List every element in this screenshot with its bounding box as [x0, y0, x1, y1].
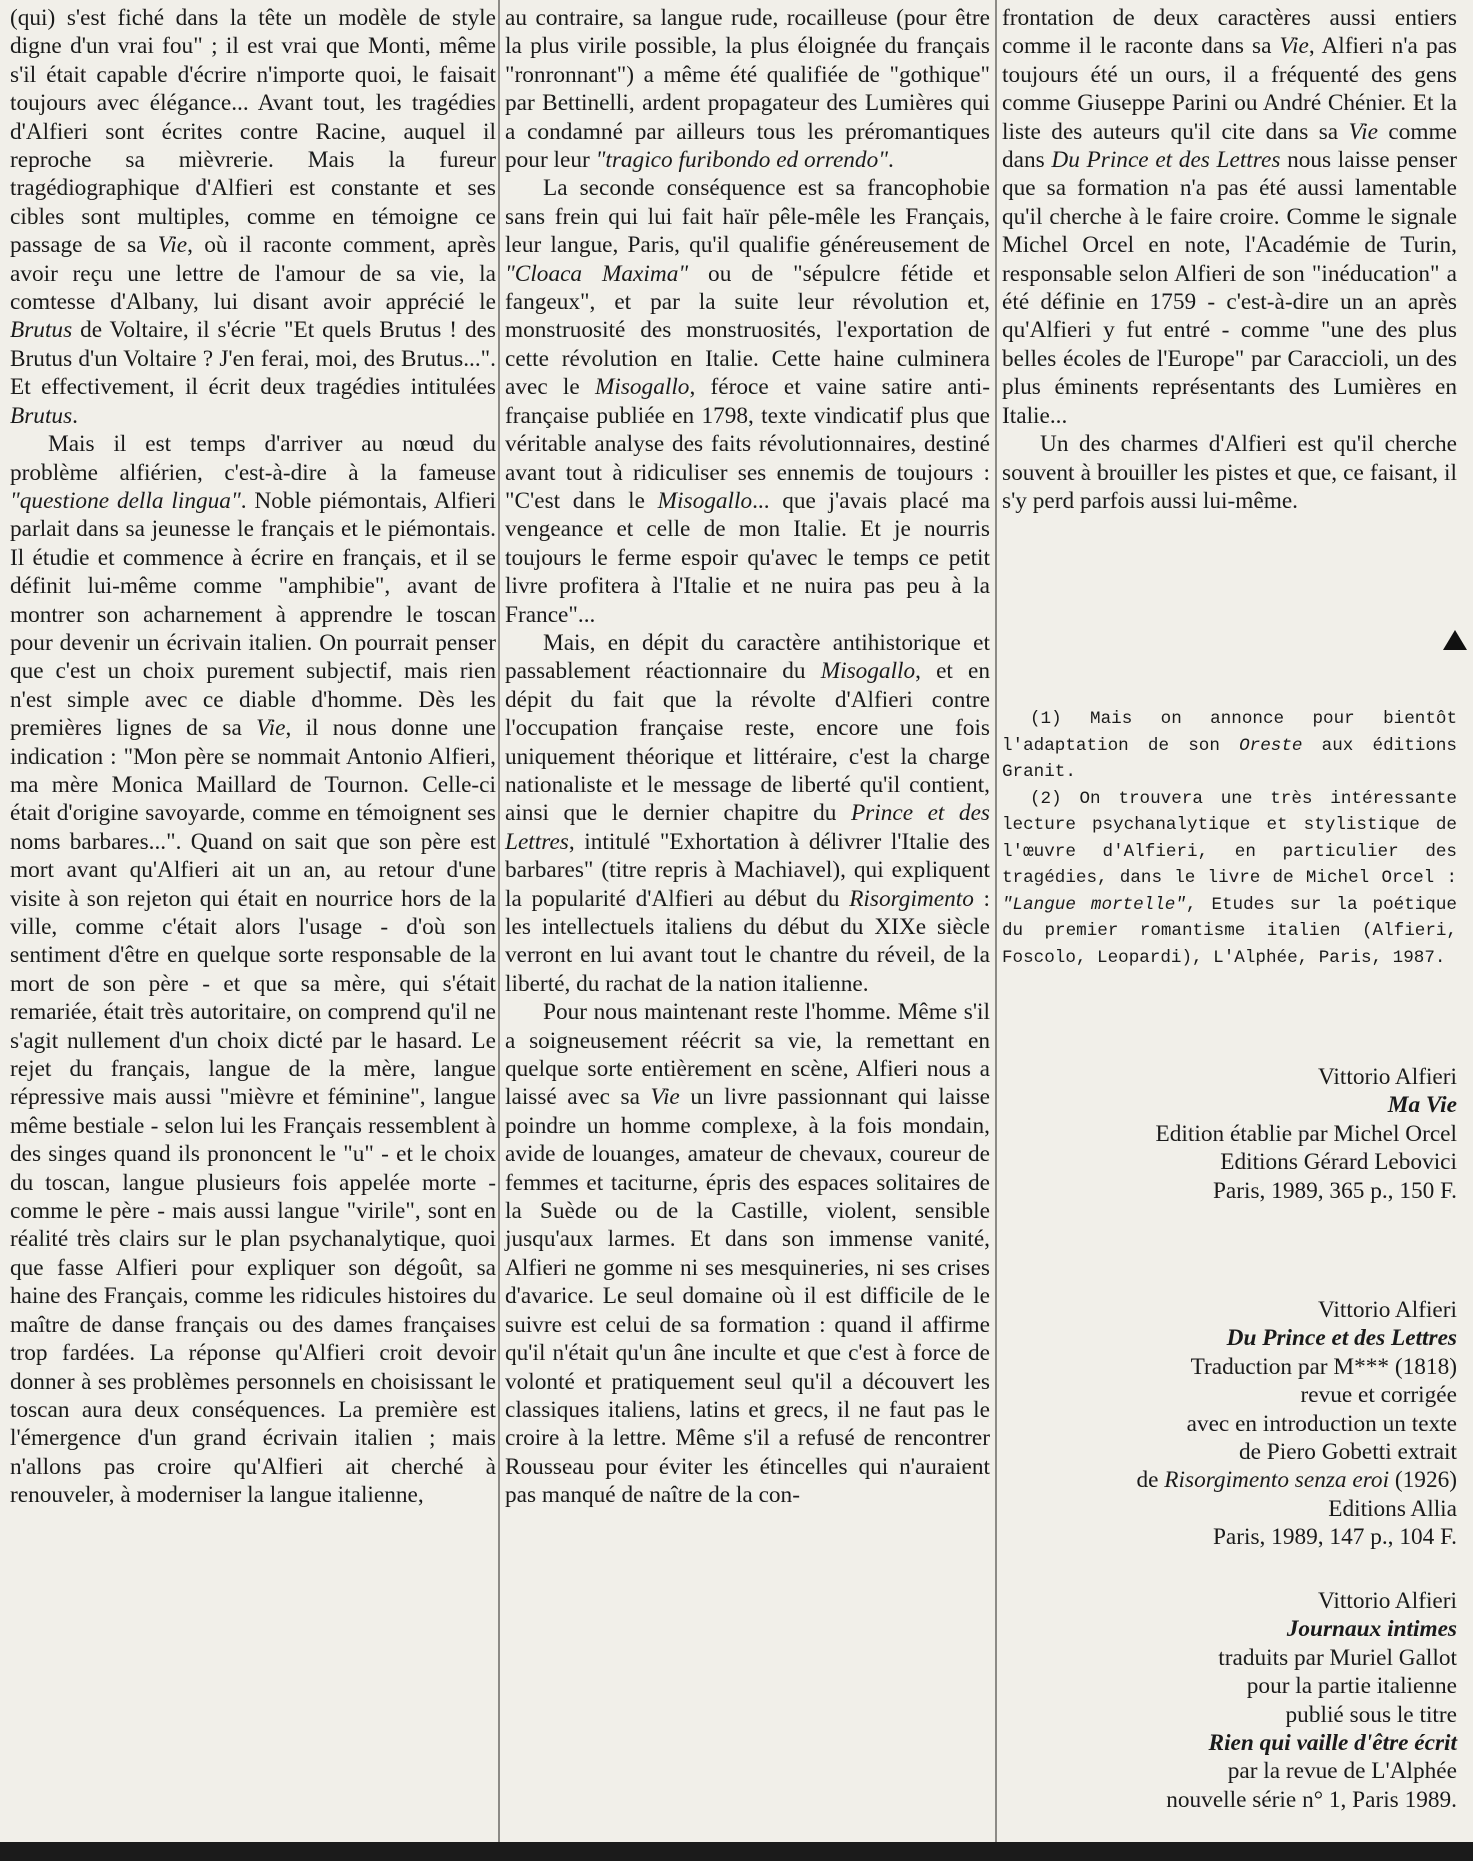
article-column-3	[1002, 4, 1457, 515]
book-detail: publié sous le titre	[1285, 1701, 1457, 1728]
book-detail: traduits par Muriel Gallot	[1218, 1644, 1457, 1671]
paragraph: Mais il est temps d'arriver au nœud du problème alfiérien, c'est-à-dire à la fameuse "questione della lingua". Noble piémontais, Alfieri parlait dans sa jeunesse le français et le piémontais. Il étudie et commence à écrire en français, et il se définit lui-même comme "amphibie", avant de montrer son acharnement à apprendre le toscan pour devenir un écrivain italien. On pourrait penser que c'est un choix purement subjectif, mais rien n'est simple avec ce diable d'homme. Dès les premières lignes de sa Vie, il nous donne une indication : "Mon père se nommait Antonio Alfieri, ma mère Monica Maillard de Tournon. Celle-ci était d'origine savoyarde, comme en témoignent ses noms barbares...". Quand on sait que son père est mort avant qu'Alfieri ait un an, au retour d'une visite à son rejeton qui était en nourrice hors de la ville, comme c'était alors l'usage - d'où son sentiment d'être en quelque sorte responsable de la mort de son père - et que sa mère, qui s'était remariée, était très autoritaire, on comprend qu'il ne s'agit nullement d'un choix dicté par le hasard. Le rejet du français, langue de la mère, langue répressive mais aussi "mièvre et féminine", langue même bestiale - selon lui les Français ressemblent à des singes quand ils prononcent le "u" - et le choix du toscan, langue plusieurs fois appelée morte - comme le père - mais aussi langue "virile", sont en réalité très clairs sur le plan psychanalytique, quoi que fasse Alfieri pour expliquer son dégoût, sa haine des Français, comme les ridicules histoires du maître de danse français ou des dames françaises trop fardées. La réponse qu'Alfieri croit devoir donner à ses problèmes personnels en choisissant le toscan aura deux conséquences. La première est l'émergence d'un grand écrivain italien ; mais n'allons pas croire qu'Alfieri ait cherché à renouveler, à moderniser la langue italienne,	[10, 431, 497, 1509]
book-title: Journaux intimes	[1286, 1616, 1457, 1643]
paragraph: Mais, en dépit du caractère antihistorique et passablement réactionnaire du Misogallo, et en dépit du fait que la révolte d'Alfieri contre l'occupation française reste, encore une fois uniquement théorique et littéraire, c'est la charge nationaliste et le message de liberté qu'il contient, ainsi que le dernier chapitre du Prince et des Lettres, intitulé "Exhortation à délivrer l'Italie des barbares" (titre repris à Machiavel), qui expliquent la popularité d'Alfieri au début du Risorgimento : les intellectuels italiens du début du XIXe siècle verront en lui avant tout le chantre du réveil, de la liberté, du rachat de la nation italienne.	[505, 629, 991, 997]
paragraph: La seconde conséquence est sa francophobie sans frein qui lui fait haïr pêle-mêle les Français, leur langue, Paris, qu'il qualifie généreusement de "Cloaca Maxima" ou de "sépulcre fétide et fangeux", et par la suite leur révolution et, monstruosité des monstruosités, l'exportation de cette révolution en Italie. Cette haine culminera avec le Misogallo, féroce et vaine satire anti-française publiée en 1798, texte vindicatif plus que véritable analyse des faits révolutionnaires, destiné avant tout à ridiculiser ses ennemis de toujours : "C'est dans le Misogallo... que j'avais placé ma vengeance et celle de mon Italie. Et je nourris toujours le ferme espoir qu'avec le temps ce petit livre profitera à l'Italie et ne nuira pas peu à la France"...	[505, 175, 990, 628]
book-detail: par la revue de L'Alphée	[1227, 1758, 1457, 1785]
column-divider	[498, 0, 500, 1842]
paragraph: frontation de deux caractères aussi entiers comme il le raconte dans sa Vie, Alfieri n'a pas toujours été un ours, il a fréquenté des gens comme Giuseppe Parini ou André Chénier. Et la liste des auteurs qu'il cite dans sa Vie comme dans Du Prince et des Lettres nous laisse penser que sa formation n'a pas été aussi lamentable qu'il cherche à le faire croire. Comme le signale Michel Orcel en note, l'Académie de Turin, responsable selon Alfieri de son "inéducation" a été définie en 1759 - c'est-à-dire un an après qu'Alfieri y fut entré - comme "une des plus belles écoles de l'Europe" par Caraccioli, un des plus éminents représentants des Lumières en Italie...	[1002, 5, 1458, 429]
book-detail: revue et corrigée	[1300, 1382, 1457, 1409]
book-title: Du Prince et des Lettres	[1226, 1325, 1457, 1352]
paragraph: au contraire, sa langue rude, rocailleuse (pour être la plus virile possible, la plus éloignée du français "ronronnant") a même été qualifiée de "gothique" par Bettinelli, ardent propagateur des Lumières qui a condamné par ailleurs tous les préromantiques pour leur "tragico furibondo ed orrendo".	[505, 5, 990, 174]
book-detail: pour la partie italienne	[1246, 1673, 1457, 1700]
end-of-article-triangle-icon	[1443, 630, 1467, 650]
book-author: Vittorio Alfieri	[1317, 1588, 1457, 1614]
book-detail: de Risorgimento senza eroi (1926)	[1136, 1467, 1457, 1494]
book-detail: Edition établie par Michel Orcel	[1155, 1120, 1457, 1147]
book-title: Ma Vie	[1387, 1092, 1457, 1119]
footnotes	[1002, 706, 1457, 971]
bibliography-entry	[987, 1063, 1457, 1205]
bottom-border-bar	[0, 1842, 1473, 1861]
book-detail: Paris, 1989, 147 p., 104 F.	[1212, 1524, 1457, 1551]
book-detail: Editions Allia	[1328, 1495, 1457, 1522]
book-detail: Editions Gérard Lebovici	[1220, 1149, 1457, 1176]
bibliography-entry	[987, 1587, 1457, 1814]
book-detail: nouvelle série n° 1, Paris 1989.	[1166, 1786, 1457, 1813]
paragraph: Pour nous maintenant reste l'homme. Même s'il a soigneusement réécrit sa vie, la remettant en quelque sorte entièrement en scène, Alfieri nous a laissé avec sa Vie un livre passionnant qui laisse poindre un homme complexe, à la fois mondain, avide de louanges, amateur de chevaux, coureur de femmes et taciturne, épris des espaces solitaires de la Suède ou de la Castille, violent, sensible jusqu'aux larmes. Et dans son immense vanité, Alfieri ne gomme ni ses mesquineries, ni ses crises d'avarice. Le seul domaine où il est difficile de le suivre est celui de sa formation : quand il affirme qu'il n'était qu'un âne inculte et que c'est à force de volonté et pratiquement seul qu'il a découvert les classiques italiens, latins et grecs, il ne faut pas le croire à la lettre. Même s'il a refusé de rencontrer Rousseau pour éviter les étincelles qui n'auraient pas manqué de naître de la con-	[505, 999, 990, 1509]
book-author: Vittorio Alfieri	[1317, 1064, 1457, 1090]
bibliography-entry	[987, 1296, 1457, 1552]
book-detail: avec en introduction un texte	[1186, 1410, 1457, 1437]
footnote-1: (1) Mais on annonce pour bientôt l'adaptation de son Oreste aux éditions Granit.	[1002, 709, 1457, 782]
book-title: Rien qui vaille d'être écrit	[1208, 1730, 1457, 1757]
article-column-1	[10, 4, 496, 1510]
book-detail: Traduction par M*** (1818)	[1190, 1353, 1457, 1380]
book-detail: de Piero Gobetti extrait	[1238, 1439, 1457, 1466]
article-column-2	[505, 4, 990, 1510]
column-divider	[995, 0, 997, 1842]
paragraph: (qui) s'est fiché dans la tête un modèle de style digne d'un vrai fou" ; il est vrai que Monti, même s'il était capable d'écrire n'importe quoi, le faisait toujours avec élégance... Avant tout, les tragédies d'Alfieri sont écrites contre Racine, auquel il reproche sa mièvrerie. Mais la fureur tragédiographique d'Alfieri est constante et ses cibles sont multiples, comme en témoigne ce passage de sa Vie, où il raconte comment, après avoir reçu une lettre de l'amour de sa vie, la comtesse d'Albany, lui disant avoir apprécié le Brutus de Voltaire, il s'écrie "Et quels Brutus ! des Brutus d'un Voltaire ? J'en ferai, moi, des Brutus...". Et effectivement, il écrit deux tragédies intitulées Brutus.	[10, 5, 496, 429]
book-detail: Paris, 1989, 365 p., 150 F.	[1212, 1177, 1457, 1204]
footnote-2: (2) On trouvera une très intéressante lecture psychanalytique et stylistique de l'œuvre d'Alfieri, en particulier des tragédies, dans le livre de Michel Orcel : "Langue mortelle", Etudes sur la poétique du premier romantisme italien (Alfieri, Foscolo, Leopardi), L'Alphée, Paris, 1987.	[1002, 788, 1457, 968]
book-author: Vittorio Alfieri	[1317, 1297, 1457, 1323]
paragraph: Un des charmes d'Alfieri est qu'il cherche souvent à brouiller les pistes et que, ce faisant, il s'y perd parfois aussi lui-même.	[1002, 431, 1457, 514]
